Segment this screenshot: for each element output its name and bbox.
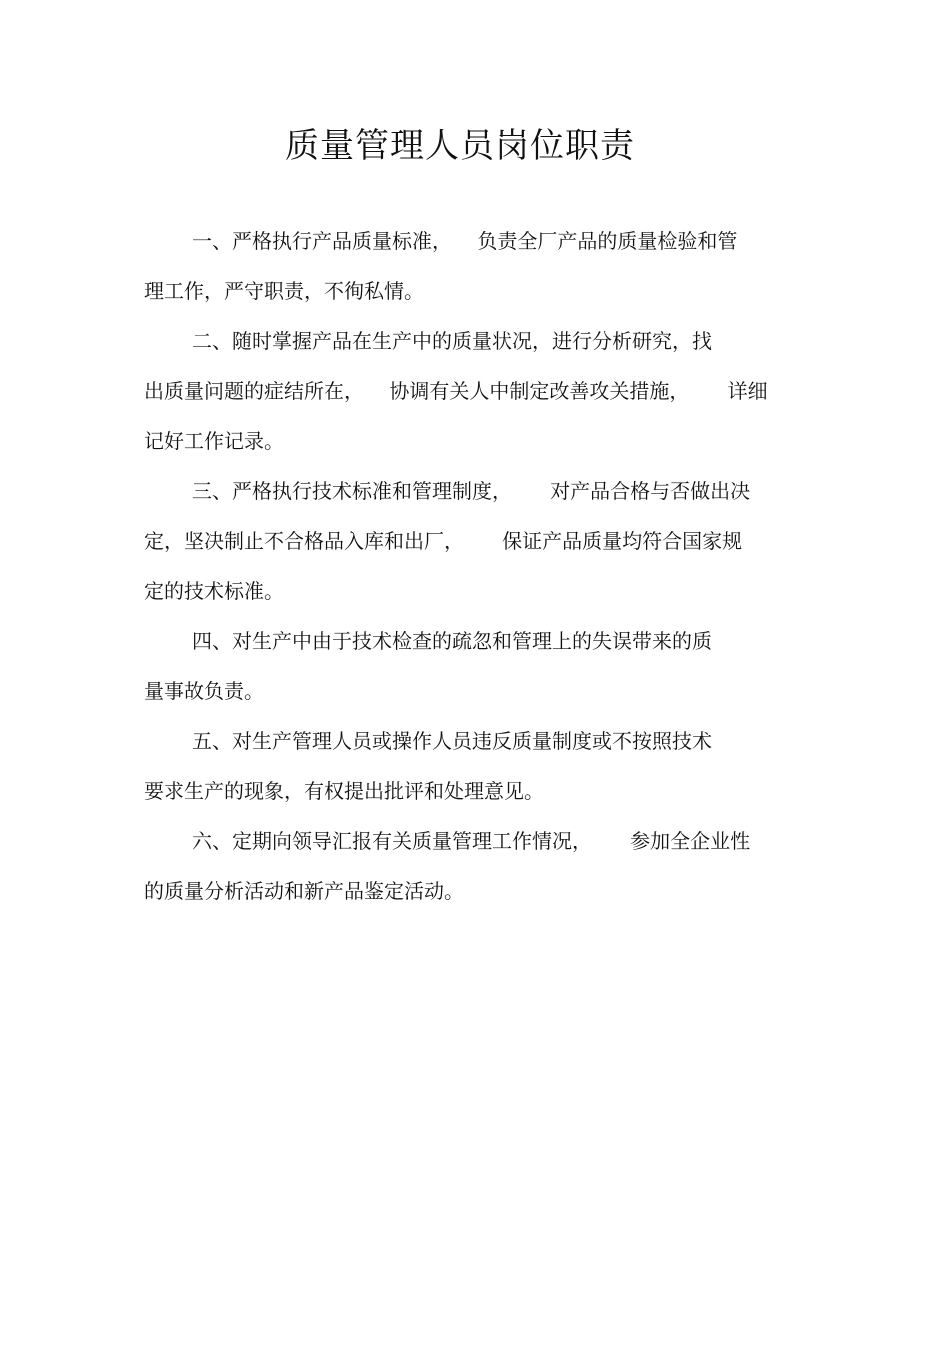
text-line: 定的技术标准。 — [144, 579, 284, 603]
text-line: 定，坚决制止不合格品入库和出厂， 保证产品质量均符合国家规 — [144, 529, 743, 553]
text-line: 六、定期向领导汇报有关质量管理工作情况， 参加全企业性 — [192, 829, 751, 853]
text-line: 理工作，严守职责，不徇私情。 — [144, 279, 424, 303]
document-title: 质量管理人员岗位职责 — [285, 126, 635, 166]
text-line: 五、对生产管理人员或操作人员违反质量制度或不按照技术 — [192, 729, 712, 753]
text-line: 量事故负责。 — [144, 679, 264, 703]
text-line: 四、对生产中由于技术检查的疏忽和管理上的失误带来的质 — [192, 629, 712, 653]
text-line: 要求生产的现象，有权提出批评和处理意见。 — [144, 779, 544, 803]
text-line: 记好工作记录。 — [144, 429, 284, 453]
text-line: 三、严格执行技术标准和管理制度， 对产品合格与否做出决 — [192, 479, 751, 503]
text-line: 的质量分析活动和新产品鉴定活动。 — [144, 879, 464, 903]
text-line: 一、严格执行产品质量标准， 负责全厂产品的质量检验和管 — [192, 229, 738, 253]
text-line: 出质量问题的症结所在， 协调有关人中制定改善攻关措施， 详细 — [144, 379, 768, 403]
text-line: 二、随时掌握产品在生产中的质量状况，进行分析研究，找 — [192, 329, 712, 353]
